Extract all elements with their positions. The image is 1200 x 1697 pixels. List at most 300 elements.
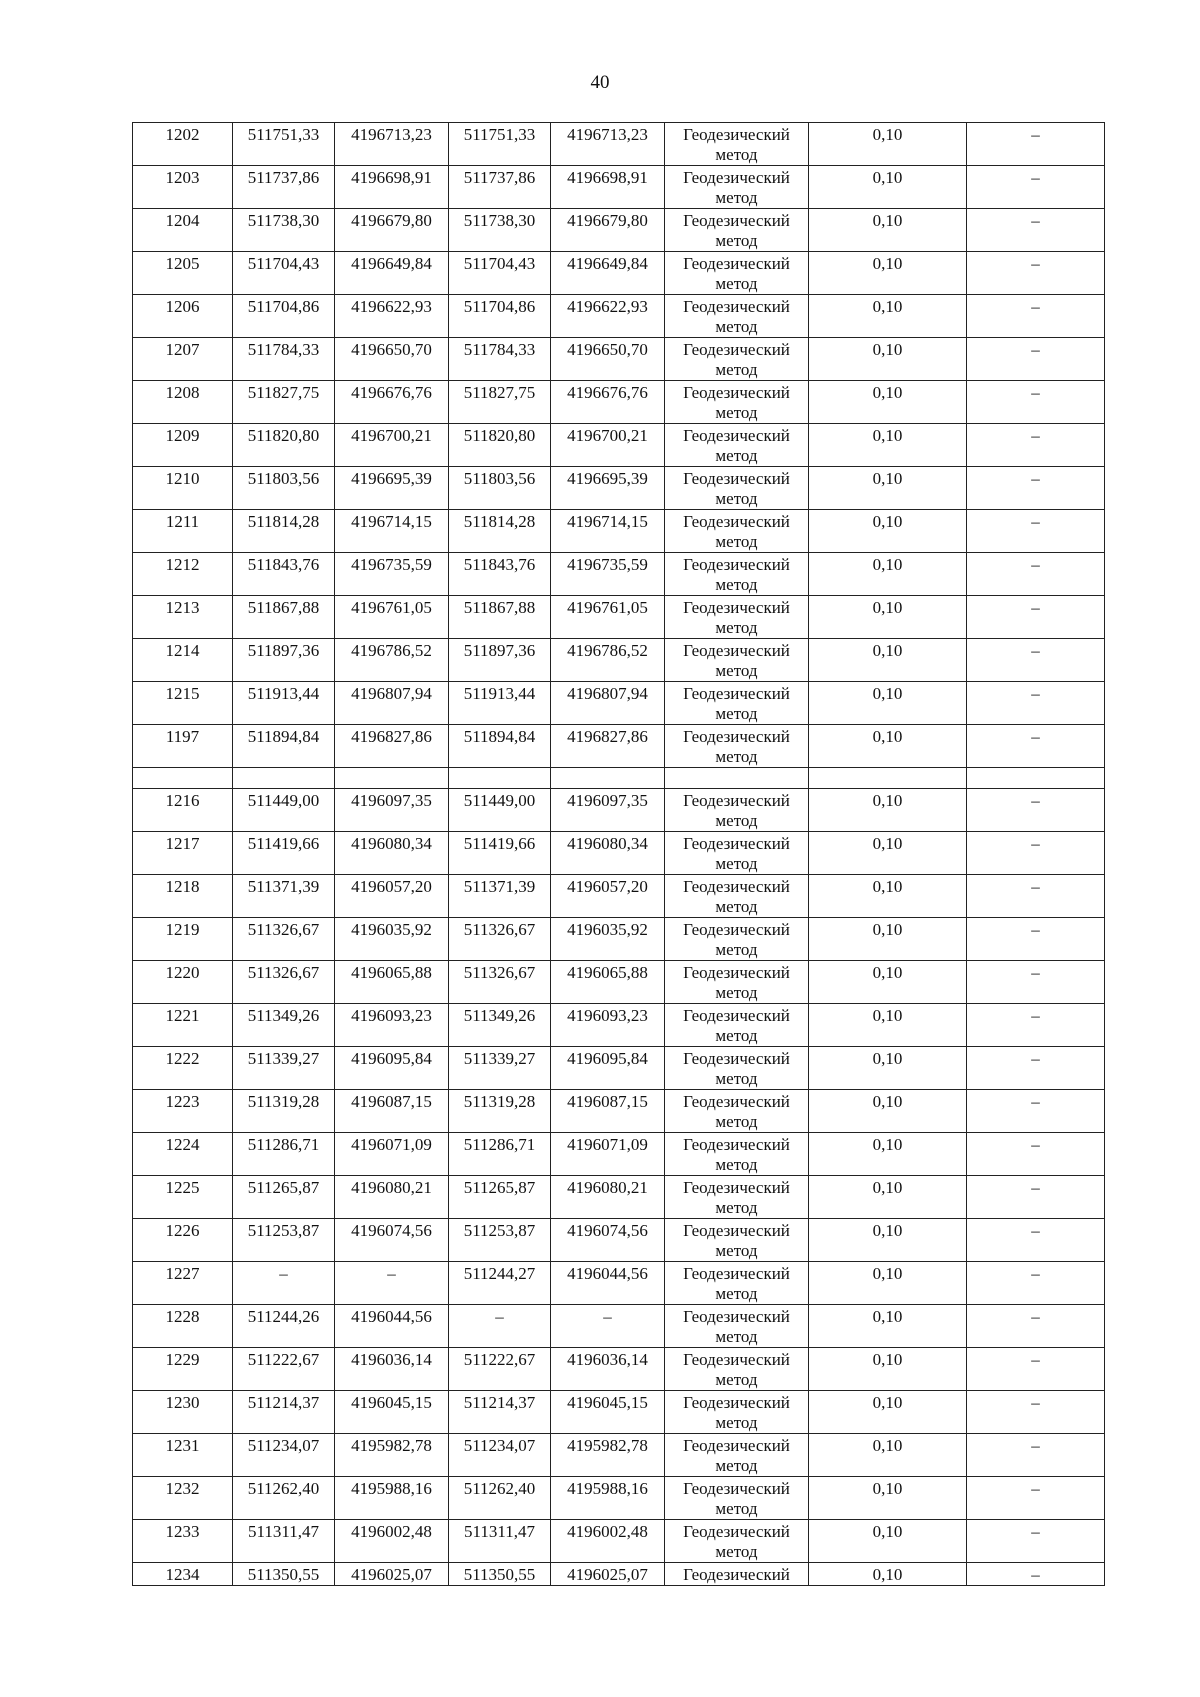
cell-y-new: 4196698,91 [551, 166, 665, 209]
cell-accuracy: 0,10 [809, 639, 967, 682]
table-row [133, 1090, 1105, 1133]
table-row [133, 1477, 1105, 1520]
cell-point-number: 1204 [133, 209, 233, 252]
cell-y-existing: 4196035,92 [335, 918, 449, 961]
cell-method: Геодезический метод [665, 789, 809, 832]
cell-x-existing: 511339,27 [233, 1047, 335, 1090]
table-row [133, 252, 1105, 295]
cell-x-new: 511704,86 [449, 295, 551, 338]
cell-accuracy: 0,10 [809, 789, 967, 832]
cell-y-existing: 4196650,70 [335, 338, 449, 381]
cell-y-existing: 4196036,14 [335, 1348, 449, 1391]
cell-accuracy: 0,10 [809, 1563, 967, 1586]
cell-method: Геодезический метод [665, 1348, 809, 1391]
cell-y-existing: 4196700,21 [335, 424, 449, 467]
cell-x-new: 511265,87 [449, 1176, 551, 1219]
cell-point-number: 1231 [133, 1434, 233, 1477]
cell-point-number: 1205 [133, 252, 233, 295]
cell-note: – [967, 295, 1105, 338]
cell-x-existing: 511326,67 [233, 961, 335, 1004]
cell-accuracy: 0,10 [809, 510, 967, 553]
cell-note: – [967, 596, 1105, 639]
cell-y-existing: 4196827,86 [335, 725, 449, 768]
cell-point-number: 1226 [133, 1219, 233, 1262]
cell-point-number: 1213 [133, 596, 233, 639]
cell-method: Геодезический метод [665, 381, 809, 424]
cell-note: – [967, 832, 1105, 875]
cell-x-existing: 511913,44 [233, 682, 335, 725]
cell-note: – [967, 1176, 1105, 1219]
cell-y-existing: 4196074,56 [335, 1219, 449, 1262]
cell-y-existing: 4196045,15 [335, 1391, 449, 1434]
cell-note: – [967, 1133, 1105, 1176]
cell-y-new: 4196071,09 [551, 1133, 665, 1176]
cell-x-new: 511262,40 [449, 1477, 551, 1520]
cell-method: Геодезический метод [665, 510, 809, 553]
cell-x-new: 511814,28 [449, 510, 551, 553]
cell-point-number: 1234 [133, 1563, 233, 1586]
cell-accuracy: 0,10 [809, 252, 967, 295]
cell-y-existing: 4196698,91 [335, 166, 449, 209]
table-row [133, 123, 1105, 166]
cell-x-new: 511339,27 [449, 1047, 551, 1090]
coordinates-table [132, 122, 1105, 1586]
cell-accuracy: 0,10 [809, 467, 967, 510]
cell-method: Геодезический метод [665, 1391, 809, 1434]
table-row [133, 1219, 1105, 1262]
cell-accuracy: 0,10 [809, 1262, 967, 1305]
table-row [133, 639, 1105, 682]
table-row [133, 1305, 1105, 1348]
cell-x-existing: 511814,28 [233, 510, 335, 553]
cell-point-number: 1221 [133, 1004, 233, 1047]
cell-x-existing: 511214,37 [233, 1391, 335, 1434]
cell-y-existing: 4196097,35 [335, 789, 449, 832]
cell-y-existing: 4195982,78 [335, 1434, 449, 1477]
cell-accuracy: 0,10 [809, 725, 967, 768]
cell-note: – [967, 424, 1105, 467]
cell-x-existing: 511319,28 [233, 1090, 335, 1133]
cell-x-existing: 511286,71 [233, 1133, 335, 1176]
cell-y-new: 4196093,23 [551, 1004, 665, 1047]
cell-note: – [967, 510, 1105, 553]
table-row [133, 832, 1105, 875]
cell-x-existing: 511222,67 [233, 1348, 335, 1391]
cell-note: – [967, 553, 1105, 596]
cell-method: Геодезический метод [665, 1090, 809, 1133]
cell-x-new: 511286,71 [449, 1133, 551, 1176]
cell-x-new [449, 768, 551, 789]
cell-method: Геодезический метод [665, 1434, 809, 1477]
cell-x-new: 511311,47 [449, 1520, 551, 1563]
cell-method: Геодезический метод [665, 467, 809, 510]
cell-x-existing: 511244,26 [233, 1305, 335, 1348]
cell-note: – [967, 381, 1105, 424]
cell-y-new: 4196807,94 [551, 682, 665, 725]
cell-y-new: – [551, 1305, 665, 1348]
cell-x-new: – [449, 1305, 551, 1348]
cell-x-existing: 511803,56 [233, 467, 335, 510]
cell-accuracy: 0,10 [809, 1219, 967, 1262]
cell-x-existing: 511867,88 [233, 596, 335, 639]
cell-x-existing: 511738,30 [233, 209, 335, 252]
cell-y-new: 4196080,34 [551, 832, 665, 875]
cell-x-new: 511738,30 [449, 209, 551, 252]
cell-y-new: 4196035,92 [551, 918, 665, 961]
table-row [133, 682, 1105, 725]
cell-y-existing: 4196679,80 [335, 209, 449, 252]
cell-note: – [967, 1348, 1105, 1391]
cell-note: – [967, 918, 1105, 961]
cell-point-number: 1209 [133, 424, 233, 467]
cell-note: – [967, 1219, 1105, 1262]
table-body [133, 123, 1105, 1586]
cell-note: – [967, 639, 1105, 682]
cell-point-number: 1214 [133, 639, 233, 682]
cell-y-existing: 4196695,39 [335, 467, 449, 510]
cell-x-existing: 511784,33 [233, 338, 335, 381]
cell-x-existing: 511419,66 [233, 832, 335, 875]
cell-x-new: 511222,67 [449, 1348, 551, 1391]
cell-method: Геодезический метод [665, 918, 809, 961]
cell-y-existing: 4196025,07 [335, 1563, 449, 1586]
cell-point-number: 1218 [133, 875, 233, 918]
cell-y-new: 4196735,59 [551, 553, 665, 596]
cell-y-existing: 4196095,84 [335, 1047, 449, 1090]
cell-y-new: 4196786,52 [551, 639, 665, 682]
cell-point-number: 1208 [133, 381, 233, 424]
cell-y-new: 4196679,80 [551, 209, 665, 252]
cell-method: Геодезический метод [665, 725, 809, 768]
cell-y-existing: 4196080,34 [335, 832, 449, 875]
cell-note: – [967, 1004, 1105, 1047]
cell-y-new: 4196002,48 [551, 1520, 665, 1563]
cell-point-number: 1212 [133, 553, 233, 596]
cell-y-existing: 4196713,23 [335, 123, 449, 166]
table-row [133, 725, 1105, 768]
cell-y-existing: 4196761,05 [335, 596, 449, 639]
cell-y-existing: 4196714,15 [335, 510, 449, 553]
cell-point-number: 1227 [133, 1262, 233, 1305]
table-row [133, 1176, 1105, 1219]
cell-note: – [967, 1262, 1105, 1305]
cell-x-new: 511894,84 [449, 725, 551, 768]
cell-method: Геодезический метод [665, 682, 809, 725]
cell-x-new: 511843,76 [449, 553, 551, 596]
cell-method: Геодезический [665, 1563, 809, 1586]
cell-method: Геодезический метод [665, 424, 809, 467]
cell-y-existing: 4196044,56 [335, 1305, 449, 1348]
cell-y-new: 4196827,86 [551, 725, 665, 768]
cell-y-new: 4196065,88 [551, 961, 665, 1004]
cell-y-existing: 4195988,16 [335, 1477, 449, 1520]
cell-y-new: 4196676,76 [551, 381, 665, 424]
cell-note: – [967, 1090, 1105, 1133]
cell-point-number: 1203 [133, 166, 233, 209]
cell-method: Геодезический метод [665, 1219, 809, 1262]
cell-y-existing: 4196057,20 [335, 875, 449, 918]
cell-note: – [967, 252, 1105, 295]
cell-y-new: 4196097,35 [551, 789, 665, 832]
table-row [133, 424, 1105, 467]
cell-accuracy: 0,10 [809, 1004, 967, 1047]
cell-method: Геодезический метод [665, 338, 809, 381]
cell-accuracy: 0,10 [809, 1348, 967, 1391]
cell-x-new: 511419,66 [449, 832, 551, 875]
cell-point-number: 1220 [133, 961, 233, 1004]
cell-accuracy: 0,10 [809, 209, 967, 252]
cell-accuracy: 0,10 [809, 1133, 967, 1176]
cell-x-new: 511784,33 [449, 338, 551, 381]
cell-point-number: 1206 [133, 295, 233, 338]
cell-y-new: 4196044,56 [551, 1262, 665, 1305]
cell-note: – [967, 875, 1105, 918]
page-number: 40 [590, 72, 610, 93]
cell-x-new: 511820,80 [449, 424, 551, 467]
cell-x-new: 511349,26 [449, 1004, 551, 1047]
cell-point-number: 1232 [133, 1477, 233, 1520]
cell-accuracy: 0,10 [809, 1477, 967, 1520]
cell-point-number: 1229 [133, 1348, 233, 1391]
table-row [133, 596, 1105, 639]
cell-x-new: 511704,43 [449, 252, 551, 295]
cell-method: Геодезический метод [665, 832, 809, 875]
cell-note: – [967, 166, 1105, 209]
cell-y-new: 4196087,15 [551, 1090, 665, 1133]
cell-x-new: 511326,67 [449, 961, 551, 1004]
cell-point-number [133, 768, 233, 789]
cell-point-number: 1215 [133, 682, 233, 725]
cell-note: – [967, 338, 1105, 381]
cell-accuracy: 0,10 [809, 1090, 967, 1133]
cell-x-existing: 511449,00 [233, 789, 335, 832]
cell-y-new: 4196695,39 [551, 467, 665, 510]
cell-x-existing: 511350,55 [233, 1563, 335, 1586]
table-row [133, 875, 1105, 918]
cell-note: – [967, 209, 1105, 252]
cell-accuracy: 0,10 [809, 381, 967, 424]
cell-x-new: 511350,55 [449, 1563, 551, 1586]
table-row [133, 295, 1105, 338]
table-row [133, 1133, 1105, 1176]
cell-accuracy: 0,10 [809, 1520, 967, 1563]
cell-y-existing: 4196649,84 [335, 252, 449, 295]
cell-note: – [967, 467, 1105, 510]
cell-x-existing: 511311,47 [233, 1520, 335, 1563]
cell-point-number: 1217 [133, 832, 233, 875]
cell-y-new: 4195988,16 [551, 1477, 665, 1520]
cell-method: Геодезический метод [665, 209, 809, 252]
cell-x-existing: 511820,80 [233, 424, 335, 467]
cell-note: – [967, 1477, 1105, 1520]
cell-method: Геодезический метод [665, 252, 809, 295]
table-row [133, 789, 1105, 832]
cell-point-number: 1216 [133, 789, 233, 832]
cell-y-existing [335, 768, 449, 789]
table-row-separator [133, 768, 1105, 789]
cell-y-new [551, 768, 665, 789]
table-row [133, 381, 1105, 424]
cell-x-existing: 511737,86 [233, 166, 335, 209]
cell-x-new: 511867,88 [449, 596, 551, 639]
cell-point-number: 1207 [133, 338, 233, 381]
cell-method: Геодезический метод [665, 166, 809, 209]
cell-note: – [967, 1047, 1105, 1090]
cell-x-existing: – [233, 1262, 335, 1305]
table-row [133, 338, 1105, 381]
cell-accuracy: 0,10 [809, 338, 967, 381]
table-row [133, 1262, 1105, 1305]
cell-y-existing: 4196807,94 [335, 682, 449, 725]
cell-accuracy: 0,10 [809, 1047, 967, 1090]
cell-point-number: 1210 [133, 467, 233, 510]
cell-x-existing: 511265,87 [233, 1176, 335, 1219]
cell-y-existing: 4196071,09 [335, 1133, 449, 1176]
cell-y-existing: 4196080,21 [335, 1176, 449, 1219]
cell-note: – [967, 1305, 1105, 1348]
cell-accuracy: 0,10 [809, 553, 967, 596]
cell-y-existing: – [335, 1262, 449, 1305]
cell-y-existing: 4196735,59 [335, 553, 449, 596]
table-row [133, 467, 1105, 510]
cell-accuracy: 0,10 [809, 961, 967, 1004]
cell-method: Геодезический метод [665, 123, 809, 166]
cell-x-new: 511234,07 [449, 1434, 551, 1477]
cell-x-new: 511326,67 [449, 918, 551, 961]
cell-y-new: 4196714,15 [551, 510, 665, 553]
table-row [133, 1434, 1105, 1477]
cell-x-existing: 511894,84 [233, 725, 335, 768]
cell-note: – [967, 123, 1105, 166]
cell-x-existing: 511349,26 [233, 1004, 335, 1047]
cell-accuracy: 0,10 [809, 424, 967, 467]
cell-point-number: 1233 [133, 1520, 233, 1563]
table-row [133, 510, 1105, 553]
table-row [133, 1563, 1105, 1586]
cell-method: Геодезический метод [665, 1047, 809, 1090]
cell-point-number: 1223 [133, 1090, 233, 1133]
cell-note: – [967, 682, 1105, 725]
cell-x-new: 511913,44 [449, 682, 551, 725]
cell-method: Геодезический метод [665, 1133, 809, 1176]
cell-y-new: 4196622,93 [551, 295, 665, 338]
cell-method: Геодезический метод [665, 596, 809, 639]
cell-method: Геодезический метод [665, 1520, 809, 1563]
cell-accuracy: 0,10 [809, 875, 967, 918]
cell-note: – [967, 1434, 1105, 1477]
table-row [133, 1348, 1105, 1391]
cell-accuracy: 0,10 [809, 1434, 967, 1477]
table-row [133, 166, 1105, 209]
cell-y-existing: 4196622,93 [335, 295, 449, 338]
cell-method: Геодезический метод [665, 1477, 809, 1520]
cell-point-number: 1219 [133, 918, 233, 961]
cell-y-new: 4196036,14 [551, 1348, 665, 1391]
table-row [133, 1391, 1105, 1434]
cell-method: Геодезический метод [665, 1004, 809, 1047]
table-row [133, 961, 1105, 1004]
cell-accuracy [809, 768, 967, 789]
cell-accuracy: 0,10 [809, 1391, 967, 1434]
cell-x-new: 511371,39 [449, 875, 551, 918]
cell-x-new: 511244,27 [449, 1262, 551, 1305]
cell-x-existing: 511751,33 [233, 123, 335, 166]
table-row [133, 553, 1105, 596]
cell-point-number: 1211 [133, 510, 233, 553]
cell-x-existing: 511326,67 [233, 918, 335, 961]
cell-y-new: 4196045,15 [551, 1391, 665, 1434]
cell-x-new: 511897,36 [449, 639, 551, 682]
cell-accuracy: 0,10 [809, 596, 967, 639]
table-row [133, 209, 1105, 252]
cell-x-existing: 511897,36 [233, 639, 335, 682]
cell-y-new: 4196713,23 [551, 123, 665, 166]
cell-y-new: 4195982,78 [551, 1434, 665, 1477]
cell-accuracy: 0,10 [809, 832, 967, 875]
cell-accuracy: 0,10 [809, 1305, 967, 1348]
cell-method: Геодезический метод [665, 295, 809, 338]
cell-point-number: 1230 [133, 1391, 233, 1434]
table-row [133, 1047, 1105, 1090]
cell-x-existing: 511827,75 [233, 381, 335, 424]
cell-y-new: 4196025,07 [551, 1563, 665, 1586]
cell-accuracy: 0,10 [809, 166, 967, 209]
cell-x-new: 511737,86 [449, 166, 551, 209]
cell-method: Геодезический метод [665, 961, 809, 1004]
cell-method: Геодезический метод [665, 553, 809, 596]
cell-accuracy: 0,10 [809, 123, 967, 166]
cell-y-existing: 4196093,23 [335, 1004, 449, 1047]
cell-method: Геодезический метод [665, 875, 809, 918]
cell-x-existing: 511704,86 [233, 295, 335, 338]
cell-x-new: 511214,37 [449, 1391, 551, 1434]
cell-y-existing: 4196087,15 [335, 1090, 449, 1133]
cell-method [665, 768, 809, 789]
cell-point-number: 1225 [133, 1176, 233, 1219]
table-row [133, 1520, 1105, 1563]
cell-method: Геодезический метод [665, 1305, 809, 1348]
cell-x-existing: 511704,43 [233, 252, 335, 295]
cell-note: – [967, 725, 1105, 768]
cell-accuracy: 0,10 [809, 682, 967, 725]
cell-x-existing: 511234,07 [233, 1434, 335, 1477]
cell-y-existing: 4196002,48 [335, 1520, 449, 1563]
cell-y-new: 4196095,84 [551, 1047, 665, 1090]
cell-note: – [967, 961, 1105, 1004]
cell-y-new: 4196700,21 [551, 424, 665, 467]
cell-method: Геодезический метод [665, 639, 809, 682]
cell-x-new: 511449,00 [449, 789, 551, 832]
cell-y-existing: 4196786,52 [335, 639, 449, 682]
cell-y-new: 4196080,21 [551, 1176, 665, 1219]
cell-x-existing: 511253,87 [233, 1219, 335, 1262]
cell-x-new: 511319,28 [449, 1090, 551, 1133]
cell-note: – [967, 1391, 1105, 1434]
cell-point-number: 1197 [133, 725, 233, 768]
cell-accuracy: 0,10 [809, 918, 967, 961]
cell-y-existing: 4196065,88 [335, 961, 449, 1004]
cell-y-new: 4196649,84 [551, 252, 665, 295]
cell-x-existing [233, 768, 335, 789]
cell-point-number: 1222 [133, 1047, 233, 1090]
cell-y-new: 4196761,05 [551, 596, 665, 639]
table-row [133, 1004, 1105, 1047]
cell-y-new: 4196057,20 [551, 875, 665, 918]
cell-x-new: 511803,56 [449, 467, 551, 510]
cell-point-number: 1202 [133, 123, 233, 166]
cell-x-existing: 511262,40 [233, 1477, 335, 1520]
cell-x-existing: 511843,76 [233, 553, 335, 596]
